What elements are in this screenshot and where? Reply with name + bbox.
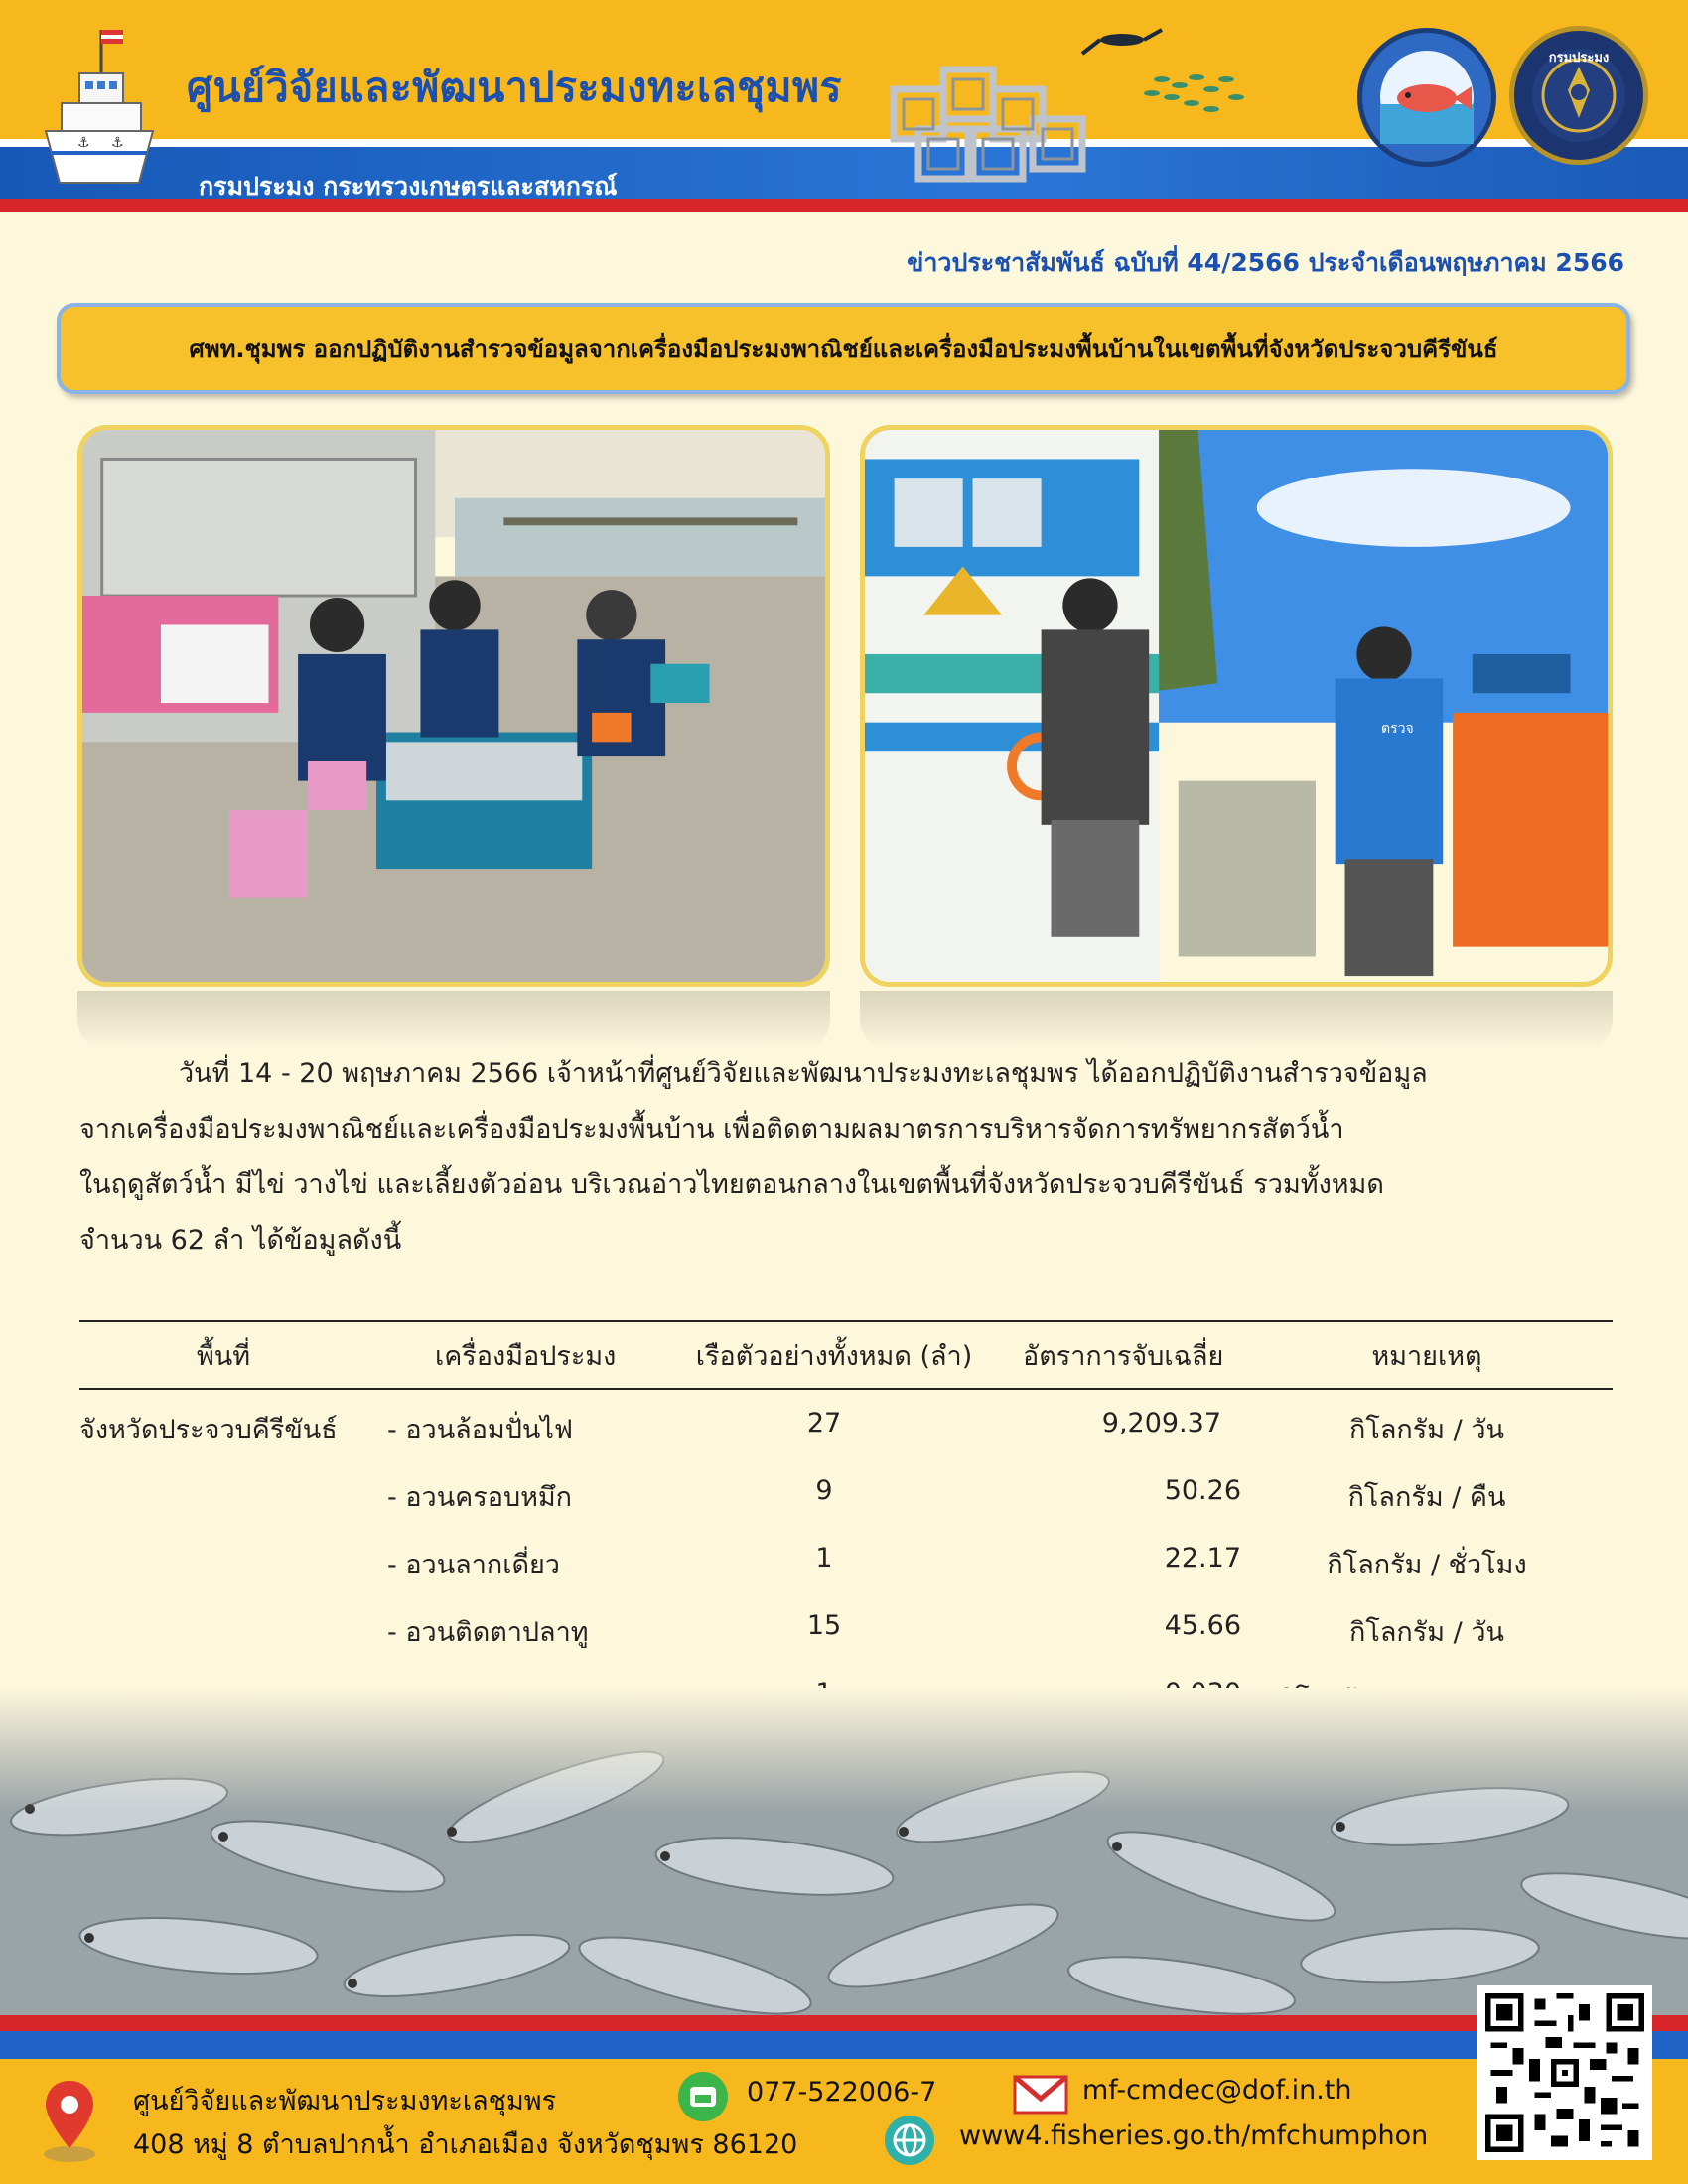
center-name-title: ศูนย์วิจัยและพัฒนาประมงทะเลชุมพร bbox=[187, 64, 843, 111]
photo-survey-boat bbox=[860, 425, 1613, 987]
table-cell-rate: 50.26 bbox=[1164, 1475, 1241, 1506]
header-boats: เรือตัวอย่างทั้งหมด (ลำ) bbox=[695, 1341, 973, 1372]
table-cell-note: กิโลกรัม / วัน bbox=[1349, 1415, 1504, 1445]
footer-blue-band bbox=[0, 2031, 1688, 2059]
table-cell-area: จังหวัดประจวบคีรีขันธ์ bbox=[79, 1415, 338, 1445]
headline-text: ศพท.ชุมพร ออกปฏิบัติงานสำรวจข้อมูลจากเครื่องมือประมงพาณิชย์และเครื่องมือประมงพื้นบ้านในเขตพื้นที่จังหวัดประจวบคีรีขันธ์ bbox=[189, 335, 1498, 363]
map-pin-icon bbox=[40, 2077, 99, 2166]
header-gear: เครื่องมือประมง bbox=[435, 1341, 617, 1372]
table-cell-gear: - อวนลากเดี่ยว bbox=[387, 1550, 560, 1580]
table-header-rule bbox=[79, 1388, 1613, 1390]
footer-email[interactable]: mf-cmdec@dof.in.th bbox=[1082, 2075, 1352, 2106]
body-line-4: จำนวน 62 ลำ ได้ข้อมูลดังนี้ bbox=[79, 1225, 402, 1256]
table-cell-gear: - อวนติดตาปลาทู bbox=[387, 1617, 589, 1648]
page-header bbox=[0, 0, 1688, 228]
table-cell-boats: 1 bbox=[815, 1543, 833, 1573]
department-of-fisheries-seal-logo bbox=[1509, 26, 1648, 165]
department-subtitle: กรมประมง กระทรวงเกษตรและสหกรณ์ bbox=[199, 172, 618, 201]
svg-text:⚓: ⚓ bbox=[111, 135, 124, 151]
fish-catch-image bbox=[0, 1688, 1688, 2045]
header-area: พื้นที่ bbox=[197, 1341, 251, 1372]
table-cell-note: กิโลกรัม / วัน bbox=[1349, 1617, 1504, 1648]
photo1-reflection bbox=[77, 991, 830, 1050]
table-cell-boats: 9 bbox=[815, 1475, 833, 1506]
research-center-seal-logo bbox=[1357, 28, 1496, 167]
table-cell-rate: 9,209.37 bbox=[1101, 1408, 1221, 1438]
table-cell-rate: 22.17 bbox=[1164, 1543, 1241, 1573]
table-cell-gear: - อวนครอบหมึก bbox=[387, 1482, 573, 1513]
table-cell-boats: 27 bbox=[806, 1408, 842, 1438]
qr-code-icon[interactable] bbox=[1477, 1985, 1652, 2160]
table-cell-note: กิโลกรัม / คืน bbox=[1347, 1482, 1506, 1513]
web-icon bbox=[884, 2115, 935, 2166]
headline-box bbox=[57, 303, 1630, 394]
issue-line: ข่าวประชาสัมพันธ์ ฉบับที่ 44/2566 ประจำเดือนพฤษภาคม 2566 bbox=[907, 248, 1624, 277]
body-paragraph bbox=[79, 1046, 1617, 1269]
footer-org-name: ศูนย์วิจัยและพัฒนาประมงทะเลชุมพร bbox=[133, 2086, 557, 2116]
table-cell-gear: - อวนล้อมปั่นไฟ bbox=[387, 1415, 574, 1445]
footer-red-stripe bbox=[0, 2015, 1688, 2031]
body-line-2: จากเครื่องมือประมงพาณิชย์และเครื่องมือประมงพื้นบ้าน เพื่อติดตามผลมาตรการบริหารจัดการทรัพยากรสัตว์น้ำ bbox=[79, 1114, 1344, 1145]
diver-fish-graphic bbox=[1053, 20, 1251, 119]
email-icon bbox=[1013, 2073, 1068, 2116]
body-line-1: วันที่ 14 - 20 พฤษภาคม 2566 เจ้าหน้าที่ศูนย์วิจัยและพัฒนาประมงทะเลชุมพร ได้ออกปฏิบัติงานสำรวจข้อมูล bbox=[179, 1058, 1428, 1089]
footer-website[interactable]: www4.fisheries.go.th/mfchumphon bbox=[959, 2120, 1429, 2151]
body-line-3: ในฤดูสัตว์น้ำ มีไข่ วางไข่ และเลี้ยงตัวอ่อน บริเวณอ่าวไทยตอนกลางในเขตพื้นที่จังหวัดประจวบคีรีขันธ์ รวมทั้งหมด bbox=[79, 1169, 1384, 1200]
boat-logo-icon bbox=[40, 24, 159, 193]
phone-icon bbox=[677, 2071, 729, 2122]
table-cell-note: กิโลกรัม / ชั่วโมง bbox=[1327, 1550, 1527, 1580]
footer-phone[interactable]: 077-522006-7 bbox=[747, 2077, 937, 2108]
seal-top-label: กรมประมง bbox=[1548, 51, 1610, 66]
table-cell-rate: 45.66 bbox=[1164, 1610, 1241, 1641]
table-cell-boats: 15 bbox=[806, 1610, 842, 1641]
svg-text:⚓: ⚓ bbox=[77, 135, 90, 151]
table-top-rule bbox=[79, 1320, 1613, 1322]
photo-survey-pier bbox=[77, 425, 830, 987]
photo2-reflection bbox=[860, 991, 1613, 1050]
footer-address: 408 หมู่ 8 ตำบลปากน้ำ อำเภอเมือง จังหวัดชุมพร 86120 bbox=[133, 2129, 798, 2160]
header-note: หมายเหตุ bbox=[1371, 1341, 1482, 1372]
header-rate: อัตราการจับเฉลี่ย bbox=[1023, 1341, 1224, 1372]
photo2-shirt-text: ตรวจ bbox=[1381, 721, 1414, 737]
